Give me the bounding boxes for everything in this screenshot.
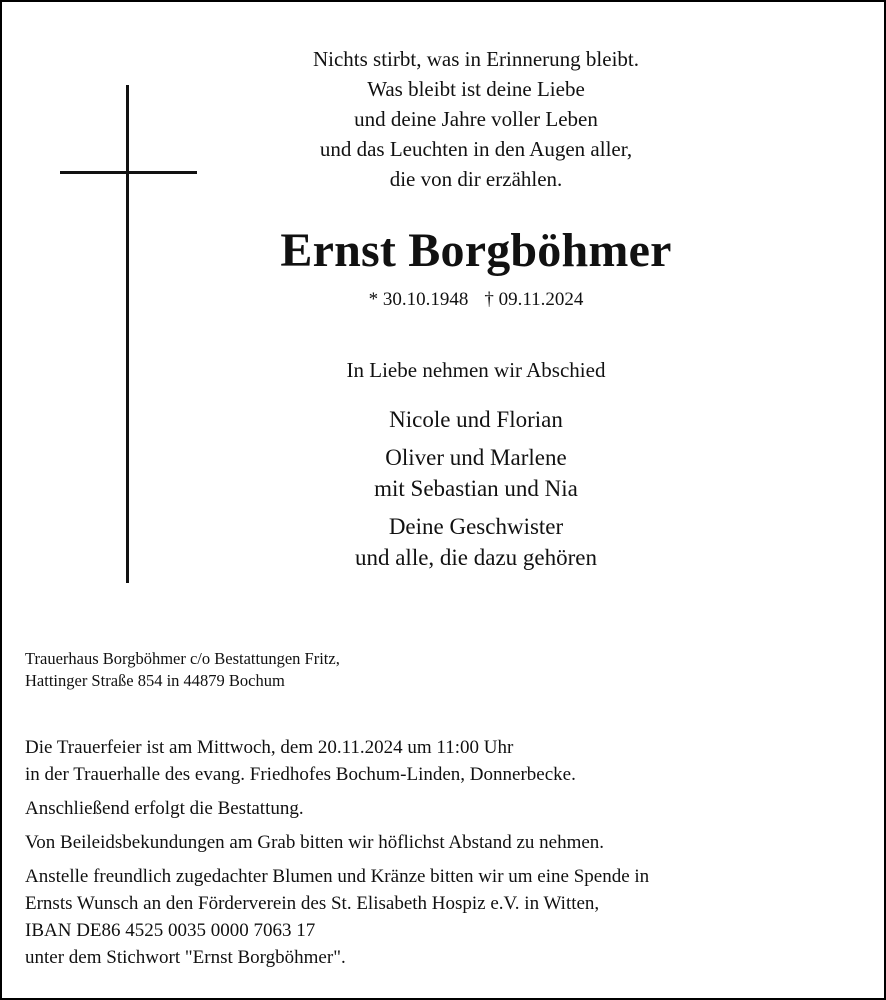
cross-horizontal-bar [60,171,197,174]
info-line: IBAN DE86 4525 0035 0000 7063 17 [25,920,316,941]
mourner-line: mit Sebastian und Nia [374,476,578,501]
cross-vertical-bar [126,85,129,583]
mourning-house-address [25,648,340,692]
poem-line: Was bleibt ist deine Liebe [367,77,585,101]
info-line: Anschließend erfolgt die Bestattung. [25,798,304,819]
info-line: Ernsts Wunsch an den Förderverein des St. Elisabeth Hospiz e.V. in Witten, [25,893,600,914]
memorial-poem [202,44,750,194]
funeral-information [25,734,865,978]
address-line: Hattinger Straße 854 in 44879 Bochum [25,671,285,690]
death-date: † 09.11.2024 [484,289,584,310]
poem-line: Nichts stirbt, was in Erinnerung bleibt. [312,47,640,71]
mourner-line: Nicole und Florian [389,407,563,432]
poem-line: und deine Jahre voller Leben [354,107,598,131]
info-paragraph [25,829,865,856]
mourner-line: Oliver und Marlene [385,445,567,470]
mourner-line: und alle, die dazu gehören [354,545,598,570]
deceased-name: Ernst Borgböhmer [280,224,672,277]
info-paragraph [25,863,865,971]
info-line: Die Trauerfeier ist am Mittwoch, dem 20.11.2024 um 11:00 Uhr [25,737,514,758]
info-line: Von Beileidsbekundungen am Grab bitten wir höflichst Abstand zu nehmen. [25,832,605,853]
mourner-group [202,442,750,504]
mourners-list [202,404,750,580]
birth-date: * 30.10.1948 [368,289,469,310]
info-line: in der Trauerhalle des evang. Friedhofes Bochum-Linden, Donnerbecke. [25,764,576,785]
mourner-line: Deine Geschwister [388,514,564,539]
mourner-group [202,404,750,435]
info-paragraph [25,734,865,788]
farewell-text: In Liebe nehmen wir Abschied [346,358,606,382]
poem-line: die von dir erzählen. [389,167,563,191]
life-dates [202,287,750,313]
poem-line: und das Leuchten in den Augen aller, [319,137,633,161]
info-paragraph [25,795,865,822]
info-line: Anstelle freundlich zugedachter Blumen und Kränze bitten wir um eine Spende in [25,866,650,887]
address-line: Trauerhaus Borgböhmer c/o Bestattungen Fritz, [25,649,340,668]
mourner-group [202,511,750,573]
info-line: unter dem Stichwort "Ernst Borgböhmer". [25,947,346,968]
